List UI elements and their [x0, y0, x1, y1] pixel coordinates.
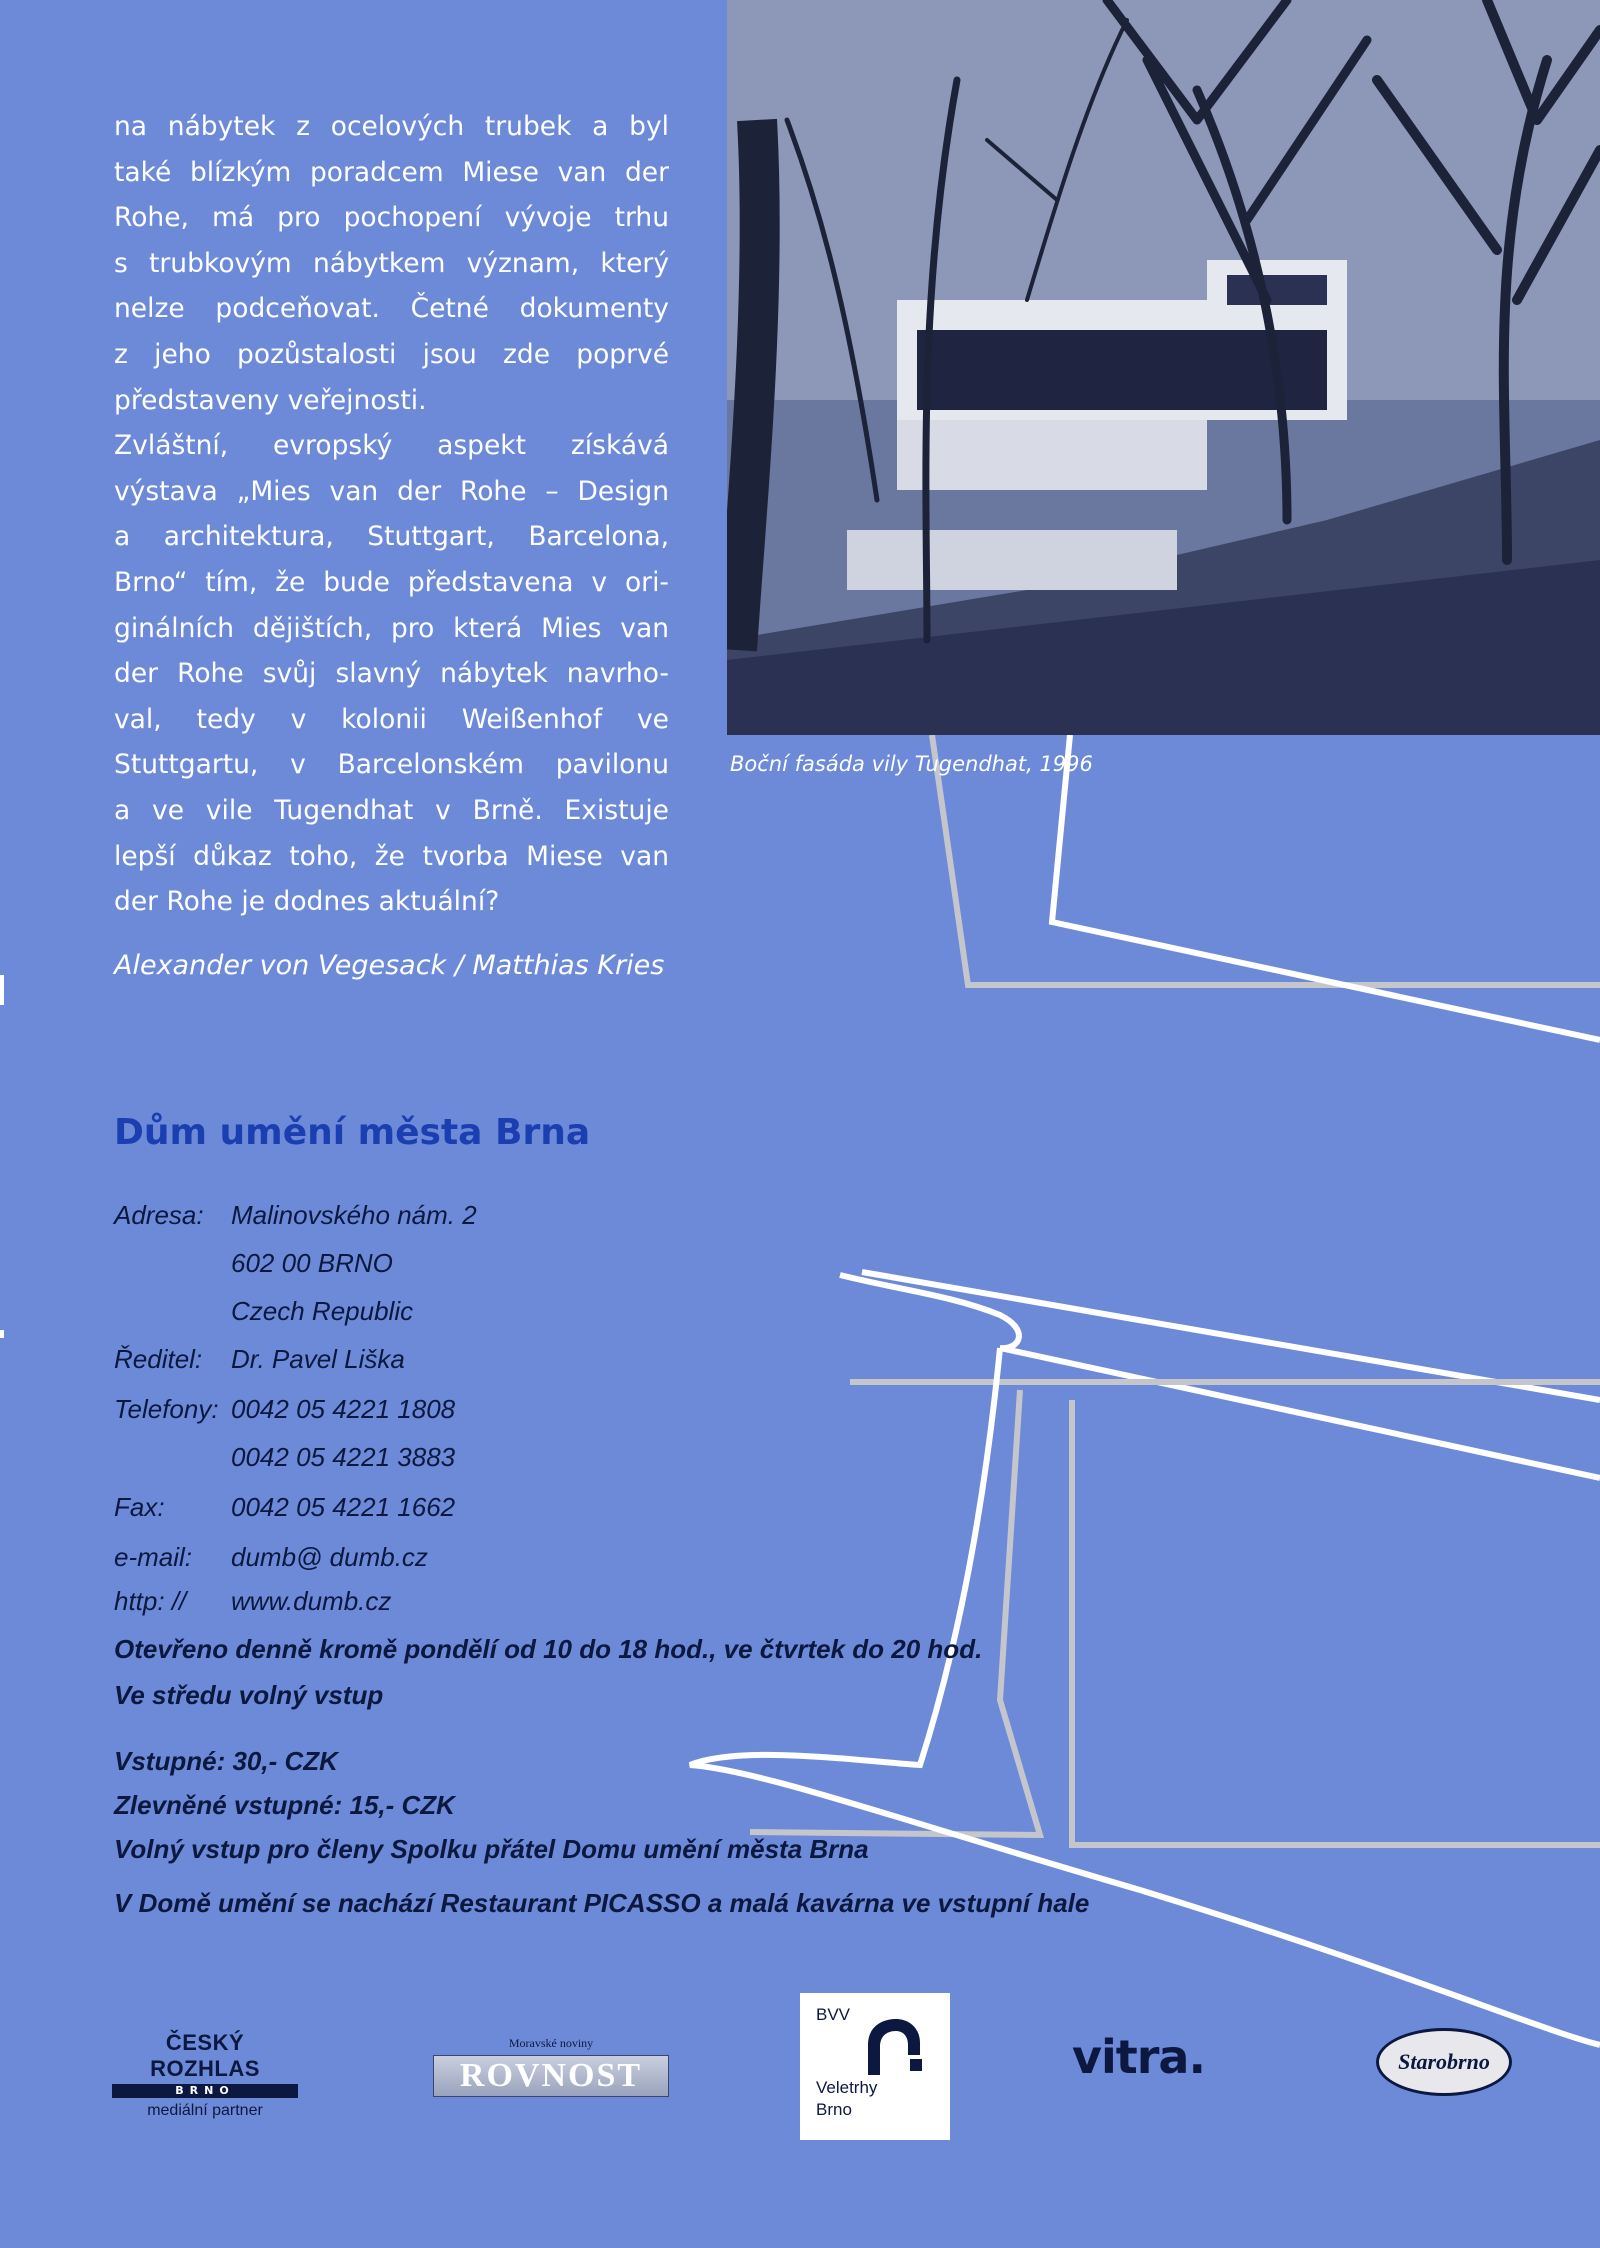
media-partner-label: mediální partner — [147, 2102, 263, 2119]
intro-line: na nábytek z ocelových trubek a byl — [114, 111, 669, 142]
org-title: Dům umění města Brna — [114, 1112, 591, 1153]
admission-price: Vstupné: 30,- CZK — [114, 1746, 338, 1776]
page-edge-mark — [0, 1330, 4, 1338]
intro-text — [114, 104, 669, 925]
intro-line: s trubkovým nábytkem význam, který — [114, 247, 669, 279]
cesky-rozhlas-logo — [112, 2030, 298, 2120]
intro-line: Stuttgartu, v Barcelonském pavilonu — [114, 749, 669, 781]
bvv-name — [816, 2077, 877, 2121]
phone-number[interactable]: 0042 05 4221 3883 — [231, 1442, 456, 1472]
address-line: Czech Republic — [231, 1296, 414, 1326]
reduced-price: Zlevněné vstupné: 15,- CZK — [114, 1790, 455, 1820]
villa-tugendhat-photo — [727, 0, 1600, 735]
intro-line: výstava „Mies van der Rohe – Design — [114, 475, 669, 507]
web-link[interactable]: www.dumb.cz — [231, 1586, 392, 1616]
address-label: Adresa: — [114, 1200, 204, 1230]
bvv-arch-icon — [860, 2015, 930, 2077]
rozhlas-city: BRNO — [112, 2084, 298, 2098]
phone-number[interactable]: 0042 05 4221 1808 — [231, 1394, 456, 1424]
intro-line: Brno“ tím, že bude představena v ori- — [114, 566, 669, 598]
intro-line: a ve vile Tugendhat v Brně. Existuje — [114, 794, 669, 826]
fax-label: Fax: — [114, 1492, 165, 1522]
intro-line: der Rohe svůj slavný nábytek navrho- — [114, 658, 669, 690]
email-label: e-mail: — [114, 1542, 193, 1572]
intro-line: také blízkým poradcem Miese van der — [114, 156, 669, 188]
authors: Alexander von Vegesack / Matthias Kries — [114, 950, 665, 981]
intro-line: Rohe, má pro pochopení vývoje trhu — [114, 202, 669, 234]
bvv-line: Veletrhy — [816, 2078, 878, 2097]
address-line: Malinovského nám. 2 — [231, 1200, 477, 1230]
fax-number: 0042 05 4221 1662 — [231, 1492, 456, 1522]
intro-line: der Rohe je dodnes aktuální? — [114, 886, 500, 918]
intro-line: Zvláštní, evropský aspekt získává — [114, 430, 669, 462]
intro-line: z jeho pozůstalosti jsou zde poprvé — [114, 338, 669, 370]
starobrno-name: Starobrno — [1398, 2049, 1490, 2074]
address-line: 602 00 BRNO — [231, 1248, 393, 1278]
vitra-logo: vitra. — [1072, 2030, 1205, 2084]
rovnost-logo — [433, 2036, 669, 2097]
bvv-logo — [800, 1993, 950, 2140]
email-link[interactable]: dumb@ dumb.cz — [231, 1542, 428, 1572]
restaurant-note: V Domě umění se nachází Restaurant PICASSO a malá kavárna ve vstupní hale — [114, 1888, 1090, 1918]
intro-line: ginálních dějištích, pro která Mies van — [114, 612, 669, 644]
intro-line: představeny veřejnosti. — [114, 384, 427, 416]
starobrno-logo — [1376, 2028, 1512, 2096]
director-label: Ředitel: — [114, 1344, 203, 1374]
bvv-line: Brno — [816, 2100, 852, 2119]
members-note: Volný vstup pro členy Spolku přátel Domu umění města Brna — [114, 1834, 869, 1864]
rovnost-name: ROVNOST — [433, 2055, 669, 2097]
page-edge-mark — [0, 975, 4, 1005]
intro-line: val, tedy v kolonii Weißenhof ve — [114, 703, 669, 735]
opening-hours: Otevřeno denně kromě pondělí od 10 do 18 hod., ve čtvrtek do 20 hod. — [114, 1634, 983, 1664]
rozhlas-name: ČESKÝ ROZHLAS — [150, 2030, 260, 2081]
intro-line: lepší důkaz toho, že tvorba Miese van — [114, 840, 669, 872]
photo-caption: Boční fasáda vily Tugendhat, 1996 — [730, 752, 1093, 776]
director-name: Dr. Pavel Liška — [231, 1344, 405, 1374]
bvv-abbr: BVV — [816, 2005, 851, 2024]
intro-line: nelze podceňovat. Četné dokumenty — [114, 293, 669, 325]
free-entry-day: Ve středu volný vstup — [114, 1680, 384, 1710]
intro-line: a architektura, Stuttgart, Barcelona, — [114, 521, 669, 553]
http-label: http: // — [114, 1586, 187, 1616]
rovnost-subtitle: Moravské noviny — [508, 2036, 594, 2050]
phones-label: Telefony: — [114, 1394, 219, 1424]
